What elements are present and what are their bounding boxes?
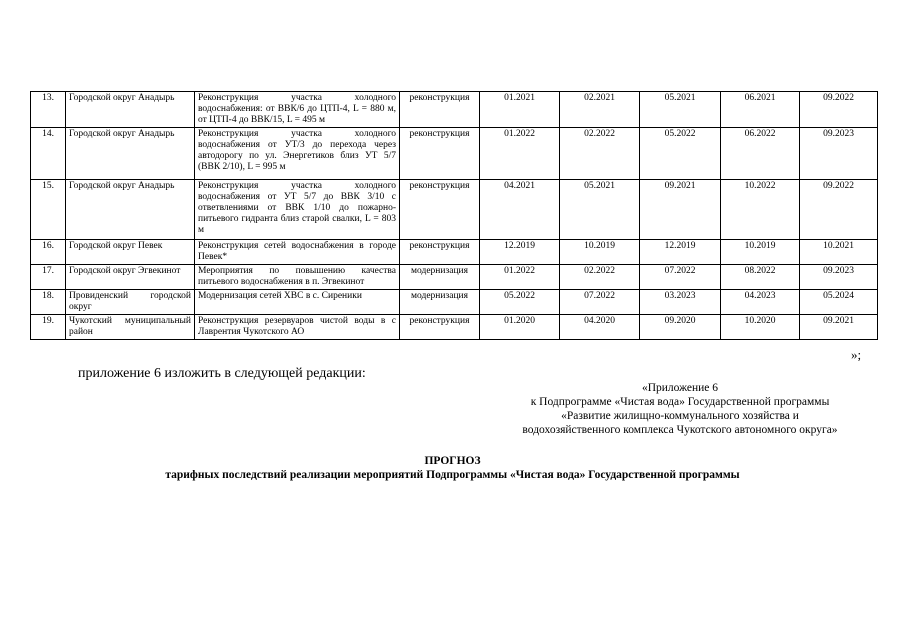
date-cell: 05.2024 [800,290,878,315]
measure-name-cell: Реконструкция резервуаров чистой воды в с Лаврентия Чукотского АО [195,315,400,340]
date-cell: 02.2022 [560,265,640,290]
date-cell: 09.2022 [800,92,878,128]
date-cell: 06.2021 [721,92,800,128]
forecast-subtitle: тарифных последствий реализации мероприятий Подпрограммы «Чистая вода» Государственной программы [165,469,740,481]
date-cell: 09.2021 [640,180,721,240]
date-cell: 10.2019 [721,240,800,265]
date-cell: 10.2019 [560,240,640,265]
territory-cell: Городской округ Певек [66,240,195,265]
date-cell: 10.2020 [721,315,800,340]
table-row [31,180,878,240]
table-row [31,92,878,128]
date-cell: 02.2022 [560,128,640,180]
table-row [31,290,878,315]
territory-cell: Провиденский городской округ [66,290,195,315]
date-cell: 04.2020 [560,315,640,340]
date-cell: 02.2021 [560,92,640,128]
territory-cell: Городской округ Анадырь [66,92,195,128]
date-cell: 12.2019 [480,240,560,265]
table-row [31,128,878,180]
appendix-line: к Подпрограмме «Чистая вода» Государственной программы [530,396,830,408]
territory-cell: Городской округ Анадырь [66,128,195,180]
work-type-cell: реконструкция [400,315,480,340]
date-cell: 07.2022 [640,265,721,290]
date-cell: 04.2021 [480,180,560,240]
appendix-line: «Приложение 6 [641,382,719,394]
measure-name-cell: Реконструкция участка холодного водоснабжения от УТ/3 до перехода через автодорогу по ул. Энергетиков близ УТ 5/7 (ВВК 2/10), L = 995 м [195,128,400,180]
work-type-cell: модернизация [400,290,480,315]
work-type-cell: реконструкция [400,128,480,180]
date-cell: 05.2021 [640,92,721,128]
table-row [31,240,878,265]
row-number: 19. [31,315,66,340]
appendix-line: «Развитие жилищно-коммунального хозяйства и [561,410,799,422]
date-cell: 10.2021 [800,240,878,265]
date-cell: 05.2022 [480,290,560,315]
date-cell: 09.2020 [640,315,721,340]
forecast-title: ПРОГНОЗ [424,455,481,467]
date-cell: 09.2023 [800,265,878,290]
date-cell: 04.2023 [721,290,800,315]
appendix-header [450,381,905,437]
date-cell: 08.2022 [721,265,800,290]
work-type-cell: реконструкция [400,92,480,128]
date-cell: 05.2022 [640,128,721,180]
date-cell: 01.2021 [480,92,560,128]
date-cell: 07.2022 [560,290,640,315]
date-cell: 01.2022 [480,265,560,290]
closing-mark: »; [851,347,862,362]
date-cell: 09.2022 [800,180,878,240]
date-cell: 10.2022 [721,180,800,240]
row-number: 15. [31,180,66,240]
date-cell: 01.2020 [480,315,560,340]
work-type-cell: реконструкция [400,180,480,240]
territory-cell: Городской округ Анадырь [66,180,195,240]
row-number: 13. [31,92,66,128]
row-number: 16. [31,240,66,265]
measure-name-cell: Реконструкция участка холодного водоснабжения от УТ 5/7 до ВВК 3/10 с ответвлениями от ВВК 1/10 до пожарно-питьевого гидранта близ старой свалки, L = 803 м [195,180,400,240]
table-row [31,265,878,290]
date-cell: 01.2022 [480,128,560,180]
appendix-line: водохозяйственного комплекса Чукотского автономного округа» [522,424,838,436]
date-cell: 09.2023 [800,128,878,180]
date-cell: 09.2021 [800,315,878,340]
measure-name-cell: Модернизация сетей ХВС в с. Сиреники [195,290,400,315]
table-row [31,315,878,340]
measure-name-cell: Реконструкция участка холодного водоснабжения: от ВВК/6 до ЦТП-4, L = 880 м, от ЦТП-4 до ВВК/15, L = 495 м [195,92,400,128]
measures-table [30,91,878,340]
territory-cell: Чукотский муниципальный район [66,315,195,340]
territory-cell: Городской округ Эгвекинот [66,265,195,290]
work-type-cell: реконструкция [400,240,480,265]
row-number: 17. [31,265,66,290]
measure-name-cell: Реконструкция сетей водоснабжения в городе Певек* [195,240,400,265]
date-cell: 05.2021 [560,180,640,240]
date-cell: 03.2023 [640,290,721,315]
date-cell: 12.2019 [640,240,721,265]
amendment-text: приложение 6 изложить в следующей редакции: [78,366,366,381]
measure-name-cell: Мероприятия по повышению качества питьевого водоснабжения в п. Эгвекинот [195,265,400,290]
date-cell: 06.2022 [721,128,800,180]
table-body [31,92,878,340]
row-number: 14. [31,128,66,180]
work-type-cell: модернизация [400,265,480,290]
row-number: 18. [31,290,66,315]
forecast-title-block [0,454,905,482]
